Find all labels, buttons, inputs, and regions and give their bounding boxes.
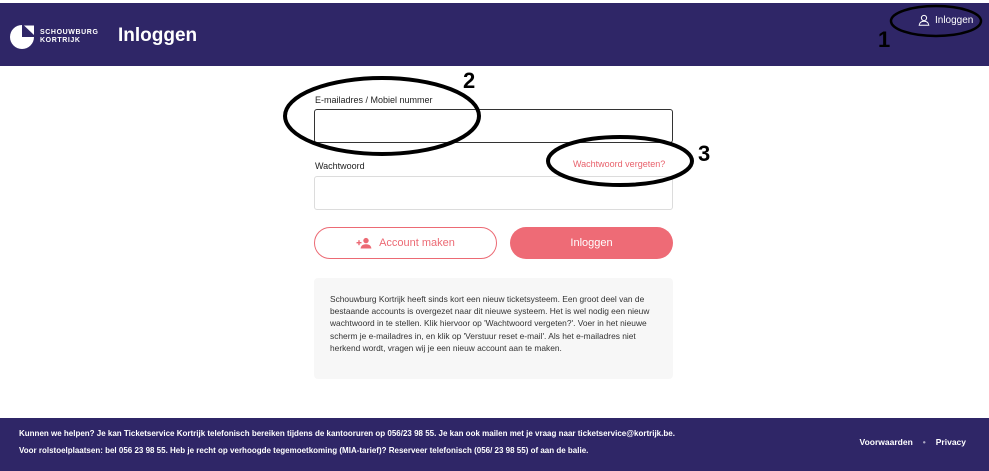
add-user-icon bbox=[356, 237, 372, 249]
migration-notice bbox=[314, 278, 673, 379]
annotation-number-1: 1 bbox=[878, 27, 891, 52]
footer-terms-link[interactable]: Voorwaarden bbox=[859, 437, 913, 447]
page-title: Inloggen bbox=[118, 25, 198, 46]
logo-line-1: SCHOUWBURG bbox=[40, 29, 99, 36]
annotation-number-2: 2 bbox=[463, 68, 476, 93]
create-account-button[interactable] bbox=[314, 227, 497, 259]
footer-separator: • bbox=[922, 437, 926, 447]
login-button-label: Inloggen bbox=[570, 237, 613, 249]
email-field[interactable] bbox=[314, 109, 673, 143]
logo-line-2: KORTRIJK bbox=[40, 37, 81, 44]
footer-privacy-link[interactable]: Privacy bbox=[935, 437, 966, 447]
site-footer bbox=[0, 418, 989, 471]
user-icon bbox=[918, 14, 930, 26]
create-account-label: Account maken bbox=[379, 237, 455, 249]
site-header bbox=[0, 0, 989, 66]
notice-text: Schouwburg Kortrijk heeft sinds kort een nieuw ticketsysteem. Een groot deel van de bestaande accounts is overgezet naar dit nieuwe systeem. Het is wel nodig een nieuw wachtwoord in te stellen. Klik hiervoor op 'Wachtwoord vergeten?'. Voer in het nieuwe scherm je e-mailadres in, en klik op 'Verstuur reset e-mail'. Als het e-mailadres niet herkend wordt, vragen wij je een nieuw account aan te maken. bbox=[330, 294, 650, 353]
email-label: E-mailadres / Mobiel nummer bbox=[315, 95, 433, 105]
schouwburg-logo[interactable] bbox=[9, 24, 99, 50]
footer-wheelchair-text: Voor rolstoelplaatsen: bel 056 23 98 55. Heb je recht op verhoogde tegemoetkoming (MIA-tarief)? Reserveer telefonisch (056/ 23 98 55) of aan de balie. bbox=[19, 446, 589, 455]
header-login-link[interactable] bbox=[918, 14, 973, 26]
footer-links bbox=[860, 437, 966, 447]
password-label: Wachtwoord bbox=[315, 161, 365, 171]
forgot-password-link[interactable]: Wachtwoord vergeten? bbox=[573, 159, 666, 169]
annotation-number-3: 3 bbox=[698, 141, 711, 166]
login-button[interactable] bbox=[510, 227, 673, 259]
footer-help-text: Kunnen we helpen? Je kan Ticketservice Kortrijk telefonisch bereiken tijdens de kantooruren op 056/23 98 55. Je kan ook mailen met je vraag naar ticketservice@kortrijk.be. bbox=[19, 429, 675, 438]
password-field[interactable] bbox=[314, 176, 673, 210]
logo-text bbox=[40, 29, 99, 45]
header-login-label: Inloggen bbox=[935, 14, 974, 26]
logo-mark-icon bbox=[9, 24, 35, 50]
